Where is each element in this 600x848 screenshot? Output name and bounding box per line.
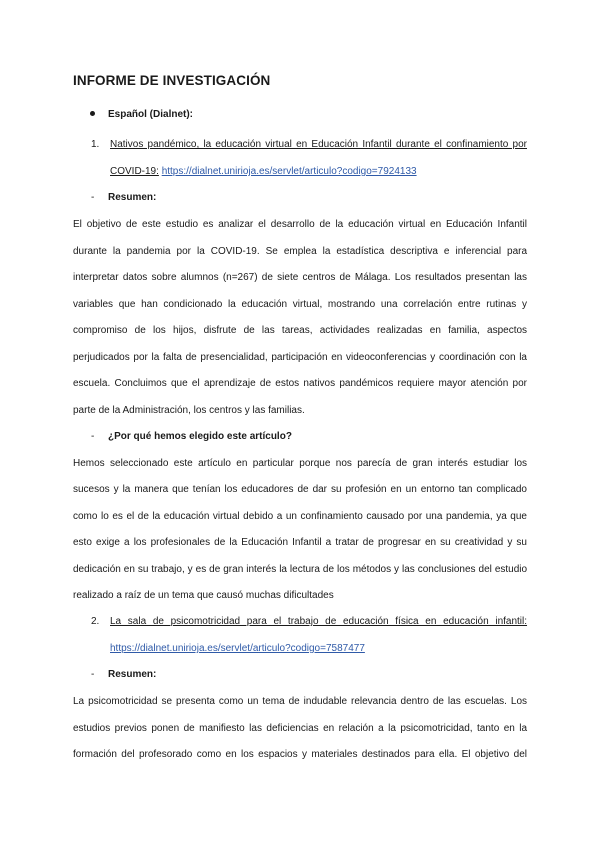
paragraph-line: estudios previos ponen de manifiesto las deficiencias en relación a la psicomotricidad, tanto en la	[73, 723, 528, 734]
dash-marker: -	[91, 431, 95, 442]
article-title-cont	[110, 166, 417, 177]
paragraph-line: escuela. Concluimos que el aprendizaje de estos nativos pandémicos requiere mayor atención por	[73, 378, 528, 389]
paragraph-line: realizado a raíz de un tema que causó muchas dificultades	[73, 590, 334, 601]
source-bullet	[90, 109, 193, 120]
article-title	[110, 616, 527, 627]
article-title-text: COVID-19:	[110, 166, 159, 177]
paragraph-line: dedicación en su trabajo, y es de gran interés la lectura de los métodos y las conclusiones del estudio	[73, 564, 528, 575]
article-title-cont	[110, 643, 365, 654]
page-title: INFORME DE INVESTIGACIÓN	[73, 73, 271, 88]
why-heading: ¿Por qué hemos elegido este artículo?	[108, 431, 292, 442]
source-label: Español (Dialnet):	[108, 109, 194, 120]
dash-marker: -	[91, 669, 95, 680]
paragraph-line: como lo es el de la educación virtual debido a un confinamiento causado por una pandemia, ya que	[73, 511, 527, 522]
paragraph-line: Hemos seleccionado este artículo en particular porque nos parecía de gran interés estudiar los	[73, 458, 528, 469]
paragraph-line: parte de la Administración, los centros y las familias.	[73, 405, 305, 416]
dash-marker: -	[91, 192, 95, 203]
paragraph-line: compromiso de los hijos, disfrute de las tareas, actividades realizadas en familia, aspectos	[73, 325, 528, 336]
paragraph-line: La psicomotricidad se presenta como un tema de indudable relevancia dentro de las escuelas. Los	[73, 696, 528, 707]
resumen-heading: Resumen:	[108, 192, 157, 203]
resumen-heading: Resumen:	[108, 669, 157, 680]
item-number: 2.	[91, 616, 100, 627]
paragraph-line: perjudicados por la falta de presencialidad, participación en videoconferencias y coordinación con la	[73, 352, 527, 363]
paragraph-line: formación del profesorado como en los espacios y materiales destinados para ella. El objetivo del	[73, 749, 528, 760]
paragraph-line: durante la pandemia por la COVID-19. Se emplea la estadística descriptiva e inferencial para	[73, 246, 528, 257]
paragraph-line: El objetivo de este estudio es analizar el desarrollo de la educación virtual en Educación Infantil	[73, 219, 527, 230]
article-link[interactable]: https://dialnet.unirioja.es/servlet/articulo?codigo=7924133	[161, 166, 417, 177]
paragraph-line: interpretar datos sobre alumnos (n=267) de siete centros de Málaga. Los resultados presentan las	[73, 272, 527, 283]
article-title-text: La sala de psicomotricidad para el trabajo de educación física en educación infantil:	[110, 616, 528, 627]
article-title	[110, 139, 527, 150]
bullet-icon	[90, 111, 95, 116]
paragraph-line: esto exige a los profesionales de la Educación Infantil a tratar de progresar en su creatividad y su	[73, 537, 527, 548]
article-title-text: Nativos pandémico, la educación virtual en Educación Infantil durante el confinamiento por	[110, 139, 527, 150]
article-link[interactable]: https://dialnet.unirioja.es/servlet/articulo?codigo=7587477	[110, 643, 365, 654]
paragraph-line: variables que han condicionado la educación virtual, mostrando una correlación entre rutinas y	[73, 299, 527, 310]
item-number: 1.	[91, 139, 100, 150]
paragraph-line: sucesos y la manera que tenían los educadores de dar su profesión en un entorno tan complicado	[73, 484, 527, 495]
